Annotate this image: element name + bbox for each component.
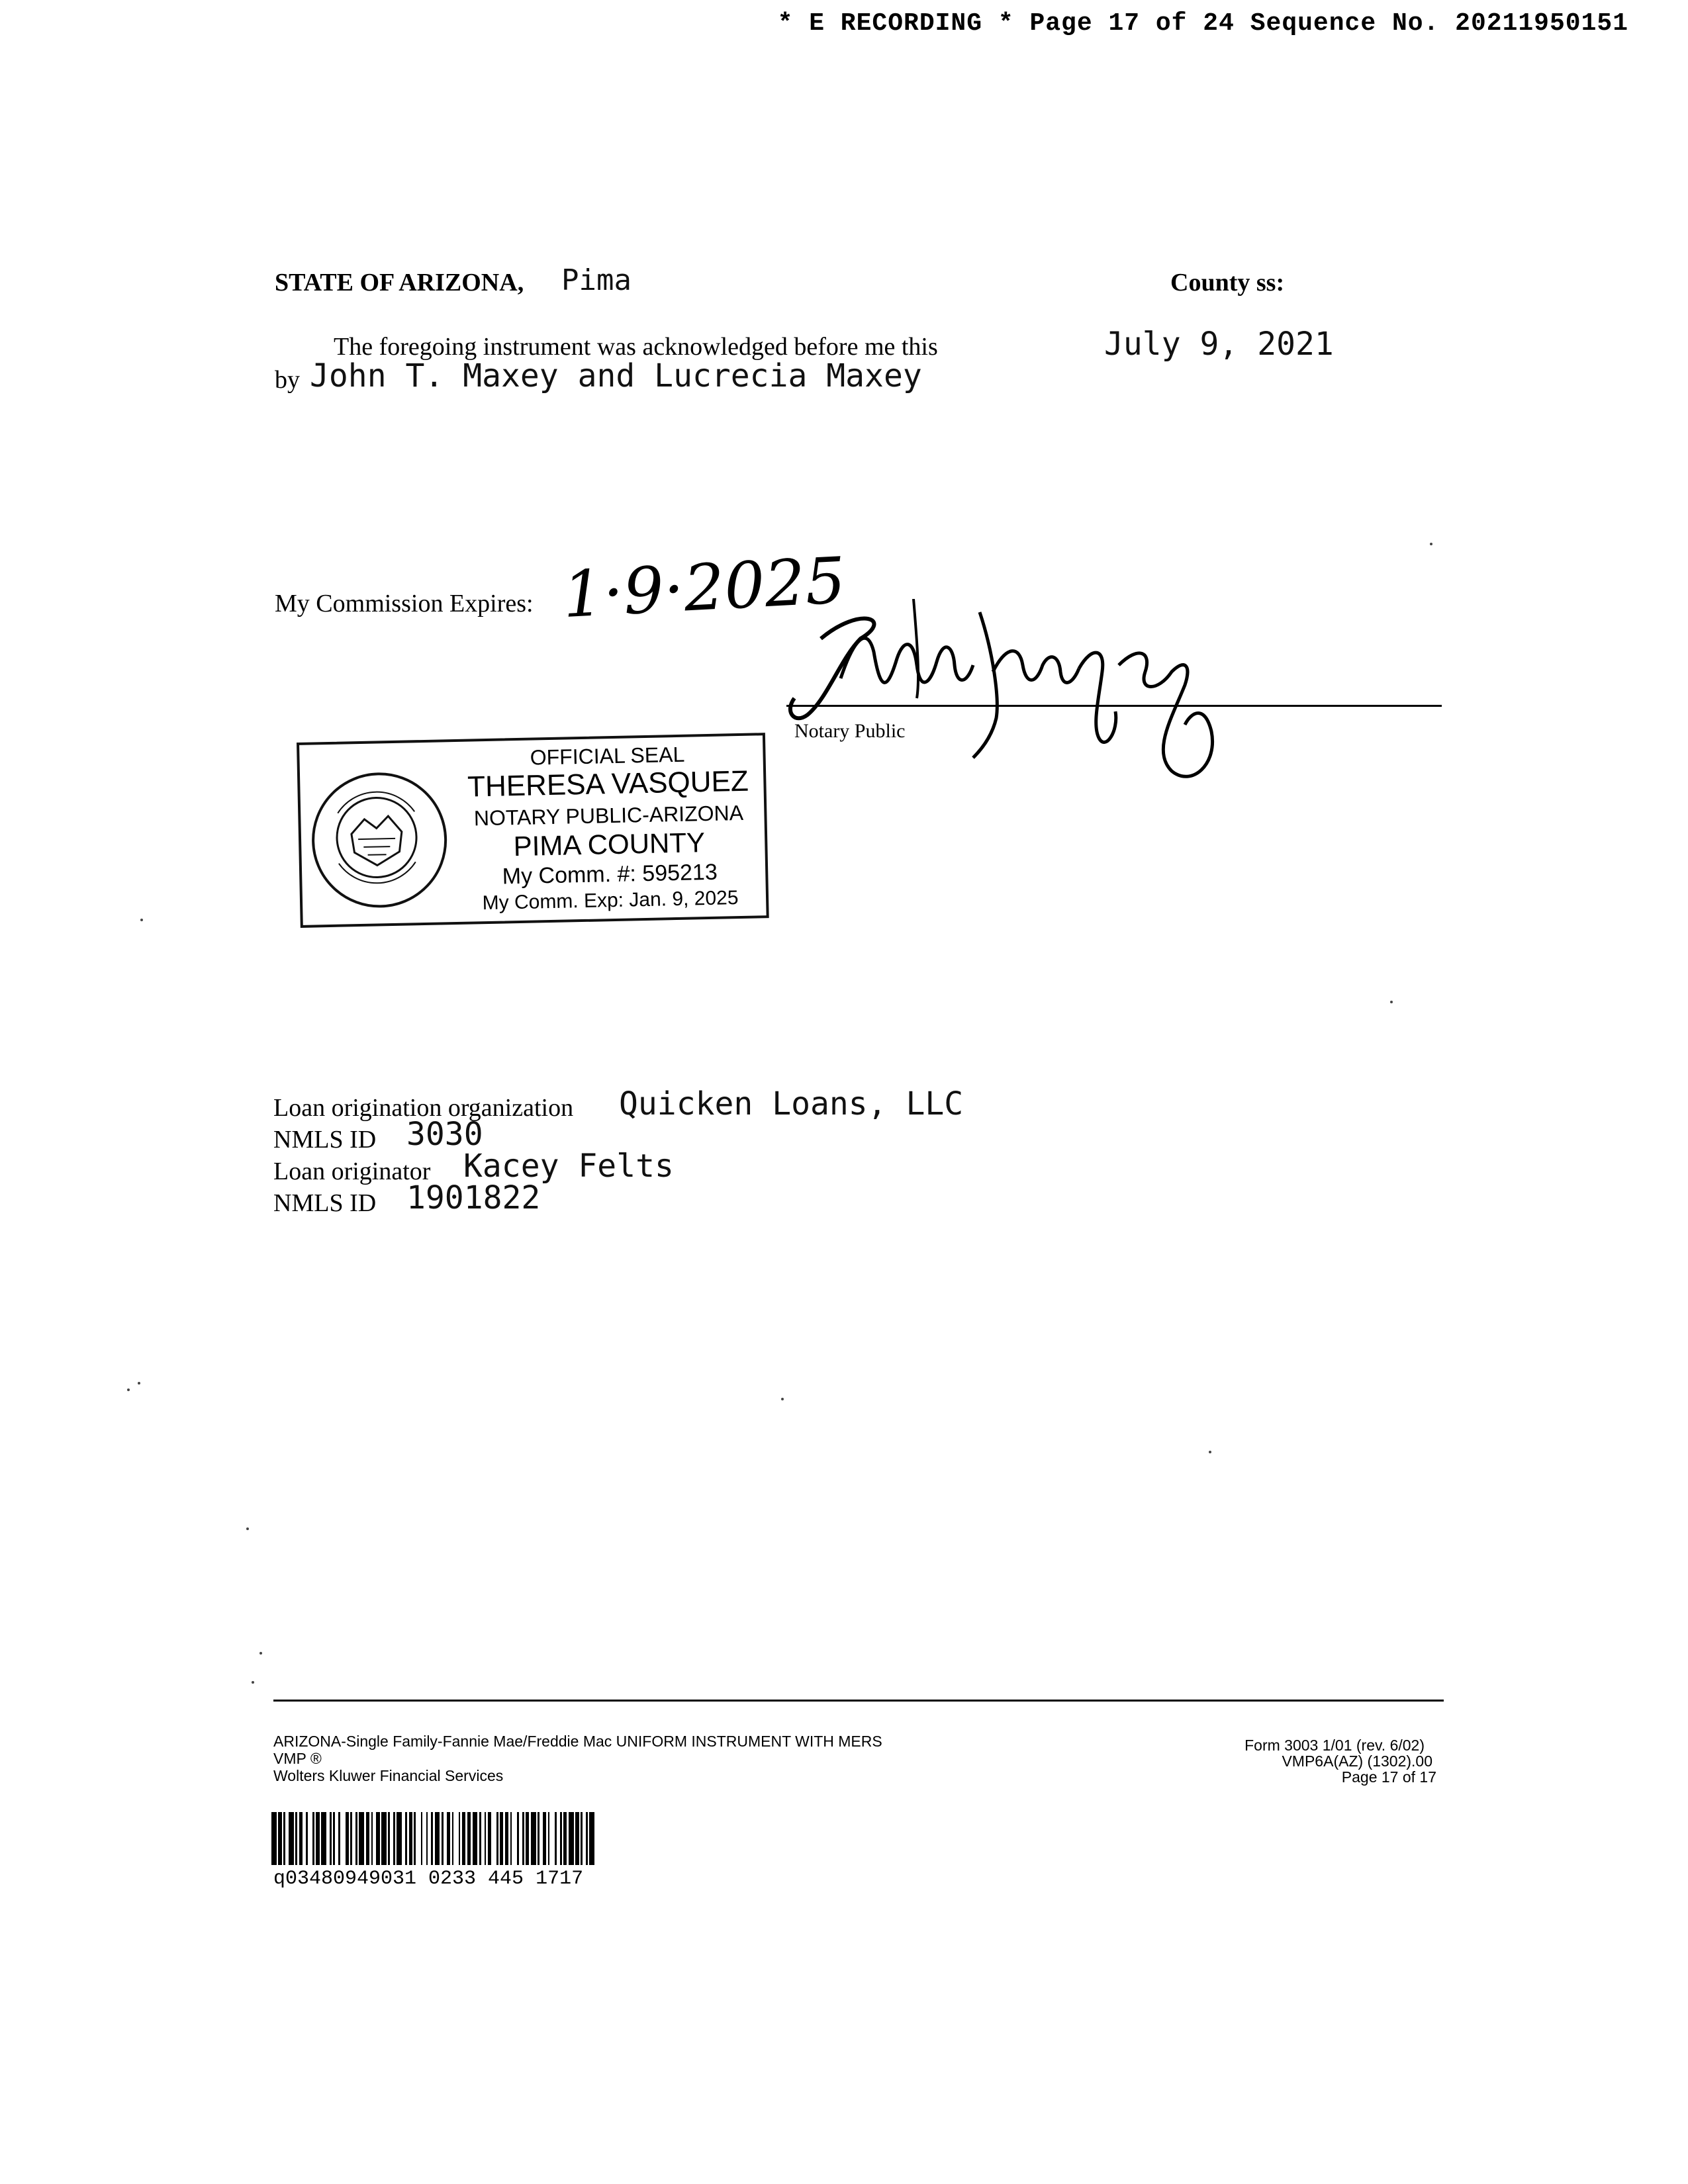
county-label: County ss:	[1170, 269, 1285, 296]
by-label: by	[275, 366, 300, 394]
scan-speck	[138, 1382, 140, 1385]
loan-originator-value: Kacey Felts	[463, 1148, 674, 1185]
barcode-bar	[569, 1812, 574, 1865]
barcode-bar	[416, 1812, 421, 1865]
loan-org-label: Loan origination organization	[273, 1094, 574, 1122]
scan-speck	[246, 1527, 249, 1530]
nmls-id-value-originator: 1901822	[406, 1179, 541, 1216]
scan-speck	[1390, 1001, 1393, 1003]
footer-publisher: Wolters Kluwer Financial Services	[273, 1767, 504, 1784]
footer-vmp-code: VMP6A(AZ) (1302).00	[1282, 1752, 1432, 1770]
barcode-bar	[340, 1812, 346, 1865]
barcode-bar	[512, 1812, 517, 1865]
barcode-bar	[589, 1812, 594, 1865]
county-name: Pima	[561, 263, 632, 297]
seal-commission-expiration: My Comm. Exp: Jan. 9, 2025	[482, 887, 739, 915]
barcode-bar	[271, 1812, 277, 1865]
nmls-id-value-org: 3030	[406, 1116, 483, 1153]
scan-speck	[1209, 1451, 1211, 1453]
barcode-bar	[321, 1812, 326, 1865]
scan-speck	[252, 1681, 254, 1684]
barcode-bar	[397, 1812, 402, 1865]
state-seal-emblem	[310, 771, 448, 909]
footer-rule	[273, 1700, 1444, 1702]
scan-speck	[259, 1652, 262, 1655]
notary-signature	[781, 599, 1244, 797]
barcode-bar	[308, 1812, 313, 1865]
scan-speck	[140, 919, 143, 921]
nmls-id-label-org: NMLS ID	[273, 1126, 377, 1154]
barcode-bar	[594, 1812, 598, 1865]
seal-notary-name: THERESA VASQUEZ	[467, 764, 749, 803]
barcode-bar	[381, 1812, 387, 1865]
barcode-bar	[473, 1812, 478, 1865]
commission-label: My Commission Expires:	[275, 590, 534, 617]
seal-notary-public-arizona: NOTARY PUBLIC-ARIZONA	[473, 800, 744, 831]
seal-county: PIMA COUNTY	[513, 827, 706, 862]
seal-commission-number: My Comm. #: 595213	[502, 859, 718, 889]
barcode-bar	[491, 1812, 496, 1865]
barcode-bar	[359, 1812, 364, 1865]
loan-org-value: Quicken Loans, LLC	[619, 1085, 964, 1122]
barcode-bar	[453, 1812, 459, 1865]
notary-public-label: Notary Public	[794, 720, 906, 742]
seal-official-seal: OFFICIAL SEAL	[530, 742, 685, 770]
document-barcode	[271, 1812, 729, 1865]
scan-speck	[127, 1388, 130, 1391]
barcode-text: q03480949031 0233 445 1717	[273, 1868, 584, 1890]
footer-vmp: VMP ®	[273, 1750, 322, 1767]
scan-speck	[781, 1398, 784, 1400]
acknowledgment-date: July 9, 2021	[1104, 326, 1334, 363]
acknowledged-names: John T. Maxey and Lucrecia Maxey	[310, 357, 922, 394]
state-label: STATE OF ARIZONA,	[275, 269, 524, 296]
commission-handwritten-date: 1·9·2025	[561, 543, 848, 633]
loan-originator-label: Loan originator	[273, 1158, 431, 1185]
notary-signature-line	[786, 705, 1442, 707]
barcode-bar	[549, 1812, 555, 1865]
footer-page-number: Page 17 of 17	[1341, 1768, 1436, 1786]
footer-form-title: ARIZONA-Single Family-Fannie Mae/Freddie Mac UNIFORM INSTRUMENT WITH MERS	[273, 1733, 882, 1750]
barcode-bar	[531, 1812, 536, 1865]
notary-seal-stamp	[297, 733, 769, 928]
barcode-bar	[435, 1812, 440, 1865]
scan-speck	[1430, 543, 1432, 545]
barcode-bar	[289, 1812, 294, 1865]
nmls-id-label-originator: NMLS ID	[273, 1189, 377, 1217]
recording-header: * E RECORDING * Page 17 of 24 Sequence No. 20211950151	[777, 9, 1628, 38]
acknowledgment-text: The foregoing instrument was acknowledged before me this	[334, 333, 938, 361]
footer-form-number: Form 3003 1/01 (rev. 6/02)	[1244, 1737, 1425, 1754]
